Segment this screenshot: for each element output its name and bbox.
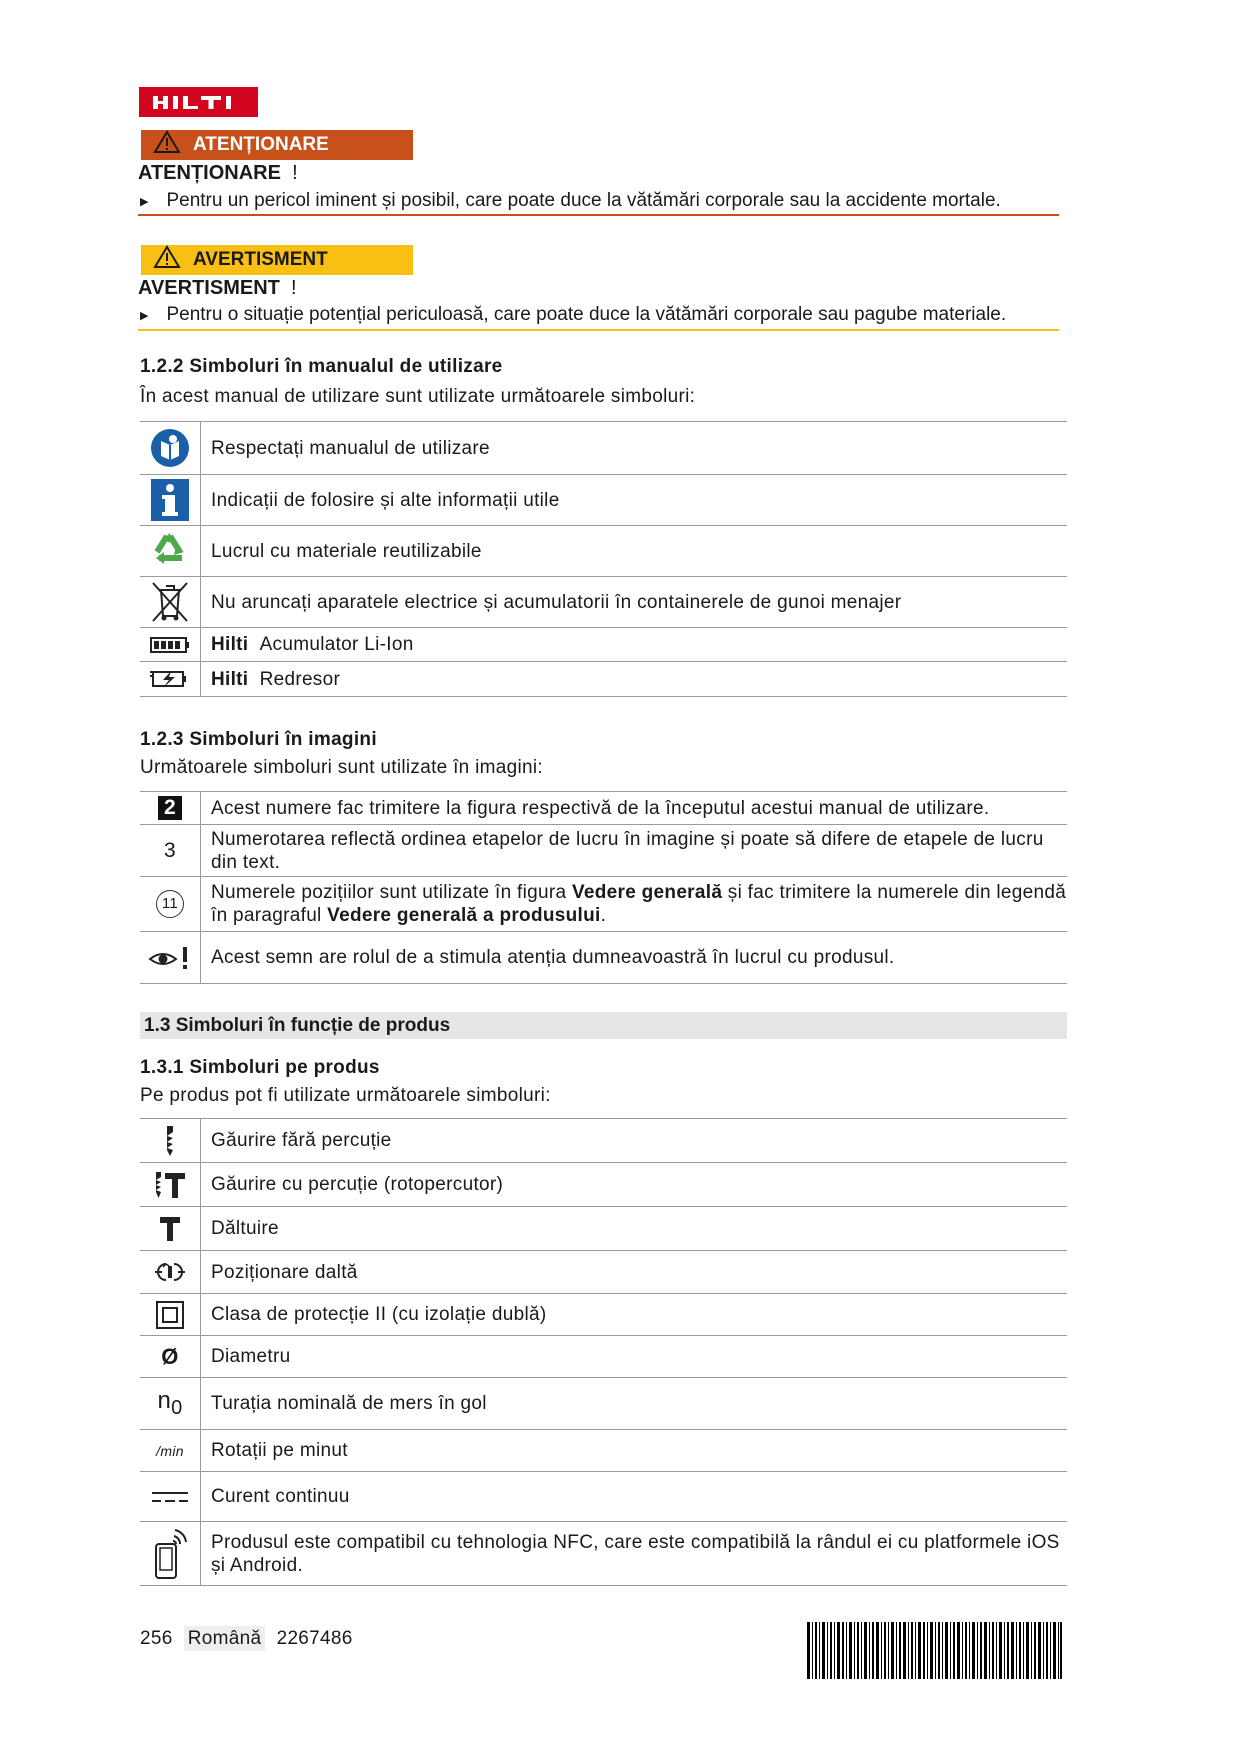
caution-signal-bar xyxy=(141,130,413,160)
language-label: Română xyxy=(184,1626,266,1651)
bullet-arrow-icon: ▶ xyxy=(140,195,149,208)
warning-signal-bar xyxy=(141,245,413,275)
crossed-bin-icon xyxy=(140,577,201,628)
table-row xyxy=(140,422,1067,475)
symbol-description: Numerele pozițiilor sunt utilizate în figura Vedere generală și fac trimitere la numerele din legendă în paragraful Vedere generală a produsului. xyxy=(201,877,1068,932)
caution-text: ▶ Pentru un pericol iminent și posibil, care poate duce la vătămări corporale sau la accidente mortale. xyxy=(140,190,1001,211)
table-row xyxy=(140,1251,1067,1294)
section-intro-1-2-2: În acest manual de utilizare sunt utilizate următoarele simboluri: xyxy=(140,386,696,407)
diameter-icon: Ø xyxy=(140,1336,201,1378)
info-icon xyxy=(140,475,201,526)
warning-triangle-icon xyxy=(153,130,181,160)
page-number: 256 xyxy=(140,1628,173,1649)
page-footer xyxy=(140,1628,353,1650)
battery-icon xyxy=(140,628,201,662)
table-row xyxy=(140,475,1067,526)
warning-triangle-icon xyxy=(153,245,181,275)
manual-icon xyxy=(140,422,201,475)
direct-current-icon xyxy=(140,1472,201,1522)
symbol-description: Respectați manualul de utilizare xyxy=(201,422,1068,475)
symbols-table-1-3-1 xyxy=(140,1118,1067,1586)
nfc-icon xyxy=(140,1522,201,1586)
rpm-icon: /min xyxy=(140,1430,201,1472)
table-row xyxy=(140,792,1067,825)
charger-icon xyxy=(140,662,201,697)
symbol-description: Dăltuire xyxy=(201,1207,1068,1251)
table-row xyxy=(140,1378,1067,1430)
symbol-description: Găurire cu percuție (rotopercutor) xyxy=(201,1163,1068,1207)
hammer-drill-icon xyxy=(140,1163,201,1207)
warning-bar-label: AVERTISMENT xyxy=(193,249,328,270)
attention-eye-icon xyxy=(140,932,201,984)
symbol-description: Găurire fără percuție xyxy=(201,1119,1068,1163)
symbols-table-1-2-2 xyxy=(140,421,1067,697)
chisel-icon xyxy=(140,1207,201,1251)
rated-speed-icon: n0 xyxy=(140,1378,201,1430)
symbol-description: Curent continuu xyxy=(201,1472,1068,1522)
table-row xyxy=(140,1207,1067,1251)
table-row xyxy=(140,577,1067,628)
caution-rule xyxy=(138,214,1059,216)
caution-bar-label: ATENȚIONARE xyxy=(193,134,329,155)
symbol-description: Hilti Acumulator Li-Ion xyxy=(201,628,1068,662)
table-row xyxy=(140,662,1067,697)
symbols-table-1-2-3 xyxy=(140,791,1067,984)
symbol-description: Numerotarea reflectă ordinea etapelor de lucru în imagine și poate să difere de etapele de lucru din text. xyxy=(201,825,1068,877)
symbol-description: Clasa de protecție II (cu izolație dublă) xyxy=(201,1294,1068,1336)
table-row xyxy=(140,1294,1067,1336)
section-title-1-2-2: 1.2.2 Simboluri în manualul de utilizare xyxy=(140,356,503,377)
recycle-icon xyxy=(140,526,201,577)
section-title-1-2-3: 1.2.3 Simboluri în imagini xyxy=(140,729,377,750)
table-row xyxy=(140,1119,1067,1163)
symbol-description: Indicații de folosire și alte informații utile xyxy=(201,475,1068,526)
warning-rule xyxy=(138,329,1059,331)
protection-class-ii-icon xyxy=(140,1294,201,1336)
section-intro-1-2-3: Următoarele simboluri sunt utilizate în imagini: xyxy=(140,757,543,778)
symbol-description: Produsul este compatibil cu tehnologia NFC, care este compatibilă la rândul ei cu platformele iOS și Android. xyxy=(201,1522,1068,1586)
warning-heading: AVERTISMENT ! xyxy=(138,277,297,299)
symbol-description: Rotații pe minut xyxy=(201,1430,1068,1472)
figure-number-icon: 2 xyxy=(140,792,201,825)
table-row xyxy=(140,628,1067,662)
document-code: 2267486 xyxy=(276,1628,353,1649)
table-row xyxy=(140,526,1067,577)
hilti-logo xyxy=(139,87,258,117)
table-row xyxy=(140,1522,1067,1586)
symbol-description: Poziționare daltă xyxy=(201,1251,1068,1294)
position-number-icon: 11 xyxy=(140,877,201,932)
symbol-description: Turația nominală de mers în gol xyxy=(201,1378,1068,1430)
section-bar-1-3: 1.3 Simboluri în funcție de produs xyxy=(140,1012,1067,1039)
table-row xyxy=(140,1163,1067,1207)
table-row xyxy=(140,1430,1067,1472)
warning-text: ▶ Pentru o situație potențial periculoasă, care poate duce la vătămări corporale sau pagube materiale. xyxy=(140,304,1007,325)
barcode xyxy=(807,1622,1062,1679)
symbol-description: Nu aruncați aparatele electrice și acumulatorii în containerele de gunoi menajer xyxy=(201,577,1068,628)
table-row xyxy=(140,1336,1067,1378)
table-row xyxy=(140,932,1067,984)
symbol-description: Acest semn are rolul de a stimula atenția dumneavoastră în lucrul cu produsul. xyxy=(201,932,1068,984)
caution-heading: ATENȚIONARE ! xyxy=(138,162,298,184)
table-row xyxy=(140,1472,1067,1522)
table-row xyxy=(140,825,1067,877)
symbol-description: Lucrul cu materiale reutilizabile xyxy=(201,526,1068,577)
symbol-description: Acest numere fac trimitere la figura respectivă de la începutul acestui manual de utilizare. xyxy=(201,792,1068,825)
bullet-arrow-icon: ▶ xyxy=(140,309,149,322)
symbol-description: Hilti Redresor xyxy=(201,662,1068,697)
symbol-description: Diametru xyxy=(201,1336,1068,1378)
table-row xyxy=(140,877,1067,932)
section-title-1-3-1: 1.3.1 Simboluri pe produs xyxy=(140,1057,380,1078)
chisel-position-icon xyxy=(140,1251,201,1294)
section-intro-1-3-1: Pe produs pot fi utilizate următoarele simboluri: xyxy=(140,1085,551,1106)
drill-icon xyxy=(140,1119,201,1163)
step-number-icon: 3 xyxy=(140,825,201,877)
